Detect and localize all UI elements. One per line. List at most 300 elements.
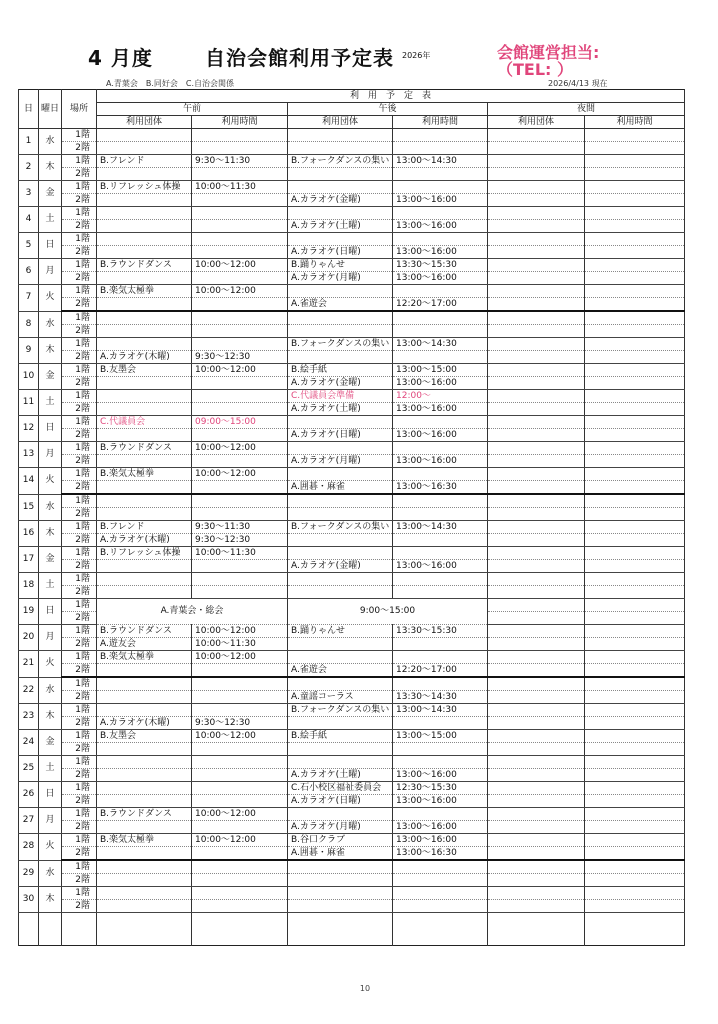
day-number: 15 [19,494,39,521]
floor-label: 1階 [62,233,97,246]
night-group [488,874,585,887]
day-number: 21 [19,651,39,678]
am-group [97,429,192,442]
floor-label: 1階 [62,651,97,664]
night-time [585,442,685,455]
night-group [488,821,585,834]
floor-label: 1階 [62,285,97,298]
table-row [19,874,685,887]
floor-label: 1階 [62,547,97,560]
am-time [192,298,288,312]
pm-time: 13:00〜15:00 [393,364,488,377]
am-time [192,573,288,586]
pm-time [393,743,488,756]
pm-group: A.カラオケ(日曜) [288,795,393,808]
night-group [488,181,585,194]
weekday: 月 [39,625,62,651]
am-time: 10:00〜12:00 [192,808,288,821]
night-group [488,782,585,795]
day-number: 13 [19,442,39,468]
floor-label: 2階 [62,220,97,233]
day-number: 26 [19,782,39,808]
am-group: B.ラウンドダンス [97,259,192,272]
table-row [19,455,685,468]
pm-time [393,808,488,821]
table-row [19,246,685,259]
pm-group: A.雀遊会 [288,298,393,312]
pm-group: B.フォークダンスの集い [288,338,393,351]
pm-time: 12:20〜17:00 [393,664,488,678]
am-time: 10:00〜12:00 [192,625,288,638]
am-time: 10:00〜11:30 [192,181,288,194]
am-group [97,677,192,691]
floor-label: 2階 [62,194,97,207]
night-group [488,900,585,913]
floor-label: 2階 [62,168,97,181]
am-group [97,481,192,495]
am-group: B.フレンド [97,521,192,534]
table-row [19,664,685,678]
night-time [585,560,685,573]
night-time [585,769,685,782]
am-time [192,338,288,351]
weekday: 木 [39,704,62,730]
header-night-group: 利用団体 [488,116,585,129]
am-group [97,338,192,351]
night-time [585,259,685,272]
pm-time: 13:00〜16:00 [393,769,488,782]
night-group [488,311,585,325]
floor-label: 2階 [62,900,97,913]
am-time: 9:30〜11:30 [192,521,288,534]
am-time [192,311,288,325]
night-group [488,847,585,861]
am-time [192,769,288,782]
floor-label: 1階 [62,730,97,743]
am-group [97,821,192,834]
am-time [192,377,288,390]
weekday: 日 [39,782,62,808]
am-group [97,246,192,259]
am-group: B.フレンド [97,155,192,168]
night-group [488,612,585,625]
schedule-table [18,89,685,946]
blank-cell [288,913,393,946]
table-row [19,795,685,808]
day-number: 14 [19,468,39,495]
night-group [488,155,585,168]
am-time: 10:00〜12:00 [192,442,288,455]
pm-time: 13:00〜16:00 [393,272,488,285]
floor-label: 2階 [62,795,97,808]
day-number: 24 [19,730,39,756]
am-time [192,691,288,704]
page-title: 自治会館利用予定表 [205,46,394,70]
pm-time [393,508,488,521]
pm-time [393,442,488,455]
am-group: B.楽気太極拳 [97,834,192,847]
pm-group: A.カラオケ(月曜) [288,455,393,468]
night-time [585,468,685,481]
floor-label: 2階 [62,664,97,678]
blank-cell [19,913,39,946]
floor-label: 1階 [62,860,97,874]
day-number: 27 [19,808,39,834]
table-row [19,494,685,508]
am-time: 10:00〜12:00 [192,259,288,272]
header-pm-time: 利用時間 [393,116,488,129]
night-group [488,377,585,390]
pm-group: A.雀遊会 [288,664,393,678]
floor-label: 1階 [62,259,97,272]
floor-label: 2階 [62,298,97,312]
pm-group: B.絵手紙 [288,364,393,377]
floor-label: 2階 [62,325,97,338]
floor-label: 2階 [62,560,97,573]
day-number: 5 [19,233,39,259]
night-time [585,730,685,743]
floor-label: 1階 [62,364,97,377]
pm-group [288,311,393,325]
am-time [192,782,288,795]
night-time [585,834,685,847]
table-row [19,416,685,429]
pm-time [393,573,488,586]
pm-time [393,586,488,599]
table-row [19,298,685,312]
floor-label: 2階 [62,586,97,599]
weekday: 金 [39,364,62,390]
am-group: C.代議員会 [97,416,192,429]
floor-label: 1階 [62,782,97,795]
night-group [488,521,585,534]
am-group [97,298,192,312]
day-number: 11 [19,390,39,416]
table-row [19,638,685,651]
pm-time: 13:00〜16:00 [393,834,488,847]
am-group [97,756,192,769]
night-group [488,743,585,756]
pm-group [288,547,393,560]
weekday: 火 [39,285,62,312]
day-number: 17 [19,547,39,573]
weekday: 土 [39,756,62,782]
am-group [97,743,192,756]
night-time [585,325,685,338]
pm-group [288,638,393,651]
day-number: 23 [19,704,39,730]
night-group [488,246,585,259]
night-group [488,207,585,220]
am-time [192,429,288,442]
pm-time: 12:20〜17:00 [393,298,488,312]
night-time [585,207,685,220]
night-group [488,730,585,743]
am-group [97,494,192,508]
pm-time: 13:30〜15:30 [393,259,488,272]
pm-time [393,860,488,874]
floor-label: 1階 [62,573,97,586]
pm-group: A.囲碁・麻雀 [288,481,393,495]
table-row [19,468,685,481]
night-group [488,534,585,547]
day-number: 22 [19,677,39,704]
pm-time: 13:00〜16:00 [393,377,488,390]
table-row [19,860,685,874]
night-time [585,782,685,795]
weekday: 日 [39,416,62,442]
floor-label: 1階 [62,468,97,481]
night-time [585,129,685,142]
am-time [192,403,288,416]
am-group [97,325,192,338]
am-time [192,246,288,259]
floor-label: 1階 [62,704,97,717]
pm-time [393,874,488,887]
am-group [97,560,192,573]
am-group [97,377,192,390]
pm-group [288,442,393,455]
am-time [192,142,288,155]
header-pm: 午後 [288,103,488,116]
table-row [19,429,685,442]
night-group [488,769,585,782]
floor-label: 2階 [62,534,97,547]
pm-group: C.代議員会準備 [288,390,393,403]
night-group [488,599,585,612]
night-group [488,364,585,377]
am-group [97,704,192,717]
table-row [19,691,685,704]
day-number: 6 [19,259,39,285]
night-time [585,416,685,429]
weekday: 日 [39,599,62,625]
day-number: 2 [19,155,39,181]
pm-group [288,416,393,429]
blank-cell [39,913,62,946]
pm-group [288,494,393,508]
pm-time: 13:00〜14:30 [393,338,488,351]
am-time [192,168,288,181]
am-group [97,207,192,220]
weekday: 水 [39,677,62,704]
group-legend: A.青葉会 B.同好会 C.自治会関係 [106,79,235,88]
day-number: 1 [19,129,39,155]
day-number: 18 [19,573,39,599]
weekday: 日 [39,233,62,259]
special-event-group: A.青葉会・総会 [97,599,288,625]
am-time [192,494,288,508]
pm-time: 13:00〜16:00 [393,795,488,808]
table-row [19,142,685,155]
night-group [488,691,585,704]
am-time [192,508,288,521]
pm-time: 13:00〜14:30 [393,155,488,168]
pm-time [393,285,488,298]
pm-time: 13:00〜16:00 [393,403,488,416]
am-group [97,455,192,468]
night-time [585,481,685,495]
floor-label: 2階 [62,429,97,442]
header-night: 夜間 [488,103,685,116]
table-row [19,364,685,377]
night-group [488,887,585,900]
pm-group: A.カラオケ(金曜) [288,560,393,573]
night-time [585,155,685,168]
night-group [488,416,585,429]
night-group [488,625,585,638]
night-time [585,900,685,913]
am-time [192,847,288,861]
pm-group [288,756,393,769]
am-group [97,194,192,207]
blank-cell [192,913,288,946]
table-row [19,220,685,233]
night-time [585,285,685,298]
pm-time [393,887,488,900]
pm-time: 13:30〜14:30 [393,691,488,704]
night-time [585,390,685,403]
table-row [19,285,685,298]
am-group: B.楽気太極拳 [97,468,192,481]
night-time [585,233,685,246]
night-time [585,194,685,207]
pm-time: 12:30〜15:30 [393,782,488,795]
day-number: 29 [19,860,39,887]
am-time [192,560,288,573]
table-row [19,233,685,246]
am-group [97,900,192,913]
pm-time [393,900,488,913]
floor-label: 2階 [62,508,97,521]
floor-label: 2階 [62,769,97,782]
floor-label: 2階 [62,691,97,704]
am-time [192,194,288,207]
night-group [488,220,585,233]
night-time [585,808,685,821]
am-time: 09:00〜15:00 [192,416,288,429]
manager-tel: （TEL: ） [497,60,574,79]
am-group: B.楽気太極拳 [97,285,192,298]
pm-group: A.カラオケ(月曜) [288,272,393,285]
night-time [585,638,685,651]
pm-time: 13:30〜15:30 [393,625,488,638]
floor-label: 2階 [62,874,97,887]
night-time [585,547,685,560]
pm-group [288,207,393,220]
am-time [192,233,288,246]
pm-time: 13:00〜14:30 [393,521,488,534]
pm-time [393,534,488,547]
floor-label: 2階 [62,246,97,259]
am-time [192,704,288,717]
night-group [488,481,585,495]
table-row [19,834,685,847]
night-time [585,717,685,730]
pm-group [288,285,393,298]
night-group [488,429,585,442]
header-night-time: 利用時間 [585,116,685,129]
weekday: 月 [39,442,62,468]
am-group [97,272,192,285]
pm-group [288,651,393,664]
night-time [585,677,685,691]
am-group [97,220,192,233]
am-time: 9:30〜12:30 [192,534,288,547]
table-row [19,704,685,717]
pm-time [393,168,488,181]
pm-group: B.踊りゃんせ [288,259,393,272]
blank-cell [393,913,488,946]
table-row [19,194,685,207]
night-group [488,168,585,181]
night-time [585,429,685,442]
day-number: 28 [19,834,39,861]
am-time: 9:30〜12:30 [192,717,288,730]
am-time: 10:00〜12:00 [192,651,288,664]
pm-time: 13:00〜16:00 [393,220,488,233]
am-group: A.カラオケ(木曜) [97,717,192,730]
pm-time [393,351,488,364]
night-time [585,272,685,285]
weekday: 土 [39,390,62,416]
floor-label: 1階 [62,625,97,638]
pm-time [393,142,488,155]
pm-group [288,887,393,900]
table-row [19,181,685,194]
weekday: 木 [39,155,62,181]
pm-time [393,233,488,246]
floor-label: 2階 [62,612,97,625]
table-row [19,717,685,730]
am-time [192,756,288,769]
as-of-date: 2026/4/13 現在 [548,79,608,88]
pm-group: B.フォークダンスの集い [288,704,393,717]
pm-group [288,743,393,756]
floor-label: 2階 [62,847,97,861]
night-group [488,403,585,416]
manager-label: 会館運営担当: [497,43,600,62]
pm-time [393,756,488,769]
pm-group [288,874,393,887]
night-group [488,129,585,142]
weekday: 金 [39,181,62,207]
am-group: B.ラウンドダンス [97,808,192,821]
pm-time: 13:00〜16:00 [393,194,488,207]
night-time [585,311,685,325]
floor-label: 1階 [62,808,97,821]
am-time [192,887,288,900]
pm-time [393,416,488,429]
weekday: 金 [39,547,62,573]
header-place: 場所 [62,90,97,129]
floor-label: 1階 [62,442,97,455]
table-row [19,338,685,351]
pm-group: A.カラオケ(土曜) [288,403,393,416]
blank-cell [62,913,97,946]
weekday: 火 [39,834,62,861]
blank-cell [585,913,685,946]
am-group: B.ラウンドダンス [97,625,192,638]
table-row [19,560,685,573]
night-time [585,795,685,808]
pm-time: 13:00〜16:00 [393,246,488,259]
pm-group: B.踊りゃんせ [288,625,393,638]
am-group [97,782,192,795]
am-group [97,168,192,181]
night-time [585,521,685,534]
table-row [19,651,685,664]
